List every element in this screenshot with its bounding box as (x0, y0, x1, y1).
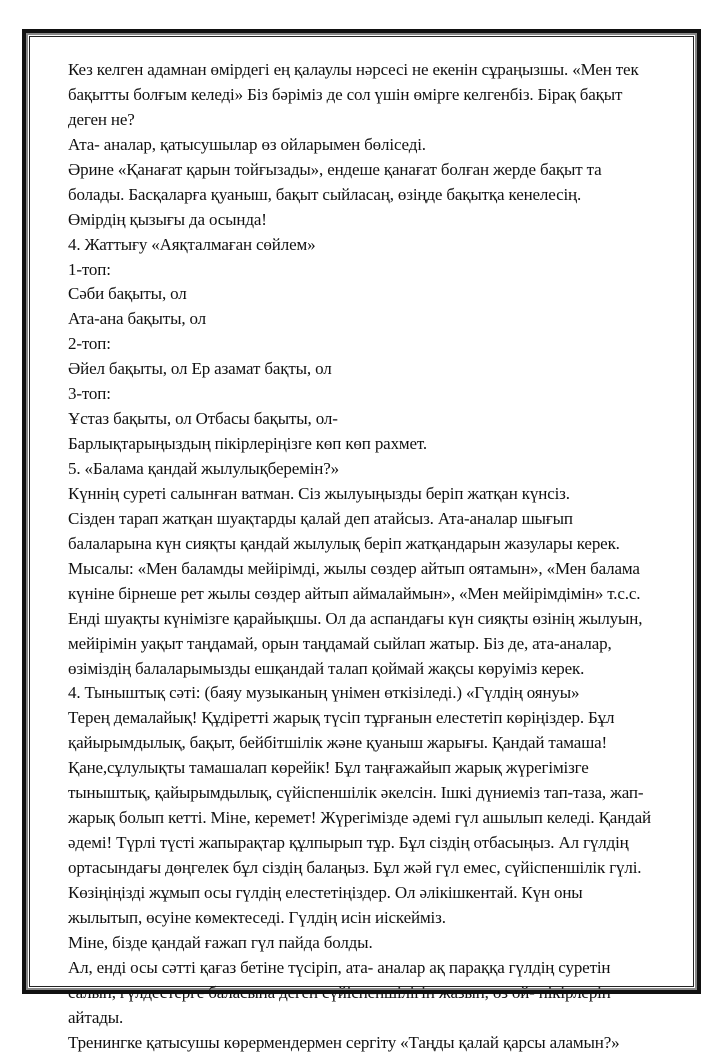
text-line: мейірімін уақыт таңдамай, орын таңдамай сыйлап жатыр. Біз де, ата-аналар, (68, 633, 612, 653)
text-line: Барлықтарыңыздың пікірлеріңізге көп көп рахмет. (68, 434, 428, 454)
text-line: Күннің суреті салынған ватман. Сіз жылуыңызды беріп жатқан күнсіз. (68, 483, 570, 503)
text-line: болады. Басқаларға қуаныш, бақыт сыйласаң, өзіңде бақытқа кенелесің. (68, 184, 582, 204)
text-line: Қане,сұлулықты тамашалап көрейік! Бұл таңғажайып жарық жүрегімізге (68, 758, 589, 778)
text-line: Ал, енді осы сәтті қағаз бетіне түсіріп, ата- аналар ақ параққа гүлдің суретін (68, 957, 611, 977)
text-line: жылытып, өсуіне көмектеседі. Гүлдің исін иіскейміз. (68, 907, 446, 927)
text-line: ортасындағы дөңгелек бұл сіздің балаңыз. Бұл жәй гүл емес, сүйіспеншілік гүлі. (68, 858, 642, 877)
text-line: деген не? (68, 109, 135, 129)
text-line: айтады. (68, 1007, 124, 1027)
text-line: күніне бірнеше рет жылы сөздер айтып аймалаймын», «Мен мейірімдімін» т.с.с. (68, 583, 641, 603)
text-line: Ата- аналар, қатысушылар өз ойларымен бөліседі. (68, 134, 426, 154)
text-line: Тренингке қатысушы көрермендермен сергіту «Таңды қалай қарсы аламын?» (68, 1032, 620, 1052)
text-line: Сізден тарап жатқан шуақтарды қалай деп атайсыз. Ата-аналар шығып (68, 508, 573, 528)
text-line: Әрине «Қанағат қарын тойғызады», ендеше қанағат болған жерде бақыт та (68, 159, 602, 179)
text-line: Әйел бақыты, ол Ер азамат бақты, ол (68, 359, 332, 379)
text-line: Енді шуақты күнімізге қарайықшы. Ол да аспандағы күн сияқты өзінің жылуын, (68, 608, 643, 628)
text-line: 3-топ: (68, 384, 111, 404)
text-line: Мысалы: «Мен баламды мейірімді, жылы сөздер айтып оятамын», «Мен балама (68, 558, 640, 578)
text-line: 4. Жаттығу «Аяқталмаған сөйлем» (68, 234, 316, 254)
text-line: Сәби бақыты, ол (68, 284, 187, 304)
text-line: бақытты болғым келеді» Біз бәріміз де сол үшін өмірге келгенбіз. Бірақ бақыт (68, 84, 623, 104)
text-line: балаларына күн сияқты қандай жылулық беріп жатқандарын жазулары керек. (68, 533, 620, 553)
text-line: өзіміздің балаларымызды ешқандай талап қоймай жақсы көруіміз керек. (68, 658, 585, 678)
text-line: Өмірдің қызығы да осында! (68, 209, 267, 229)
text-line: 1-топ: (68, 259, 111, 279)
text-line: тыныштық, қайырымдылық, сүйіспеншілік әкелсін. Ішкі дүниеміз тап-таза, жап- (68, 783, 644, 803)
text-line: 5. «Балама қандай жылулықберемін?» (68, 459, 339, 478)
text-line: 4. Тыныштық сәті: (баяу музыканың үнімен өткізіледі.) «Гүлдің оянуы» (68, 683, 580, 703)
text-line: жарық болып кетті. Міне, керемет! Жүрегімізде әдемі гүл ашылып келеді. Қандай (68, 808, 651, 828)
text-line: әдемі! Түрлі түсті жапырақтар құлпырып тұр. Бұл сіздің отбасыңыз. Ал гүлдің (68, 833, 629, 853)
text-line: қайырымдылық, бақыт, бейбітшілік және қуаныш жарығы. Қандай тамаша! (68, 733, 608, 753)
text-line: 2-топ: (68, 334, 111, 354)
text-line: Ұстаз бақыты, ол Отбасы бақыты, ол- (68, 409, 338, 429)
text-line: Терең демалайық! Құдіретті жарық түсіп тұрғанын елестетіп көріңіздер. Бұл (68, 708, 615, 728)
text-line: салып, гүлдестерге баласына деген сүйіспеншілігін жазып, өз ой- пікірлерін (68, 982, 611, 1002)
text-line: Міне, бізде қандай ғажап гүл пайда болды. (68, 932, 373, 952)
text-line: Ата-ана бақыты, ол (68, 309, 206, 329)
text-line: Көзіңіңізді жұмып осы гүлдің елестетіңіздер. Ол әлікішкентай. Күн оны (68, 882, 583, 902)
text-line: Кез келген адамнан өмірдегі ең қалаулы нәрсесі не екенін сұраңызшы. «Мен тек (68, 60, 639, 79)
document-body (68, 58, 688, 1056)
